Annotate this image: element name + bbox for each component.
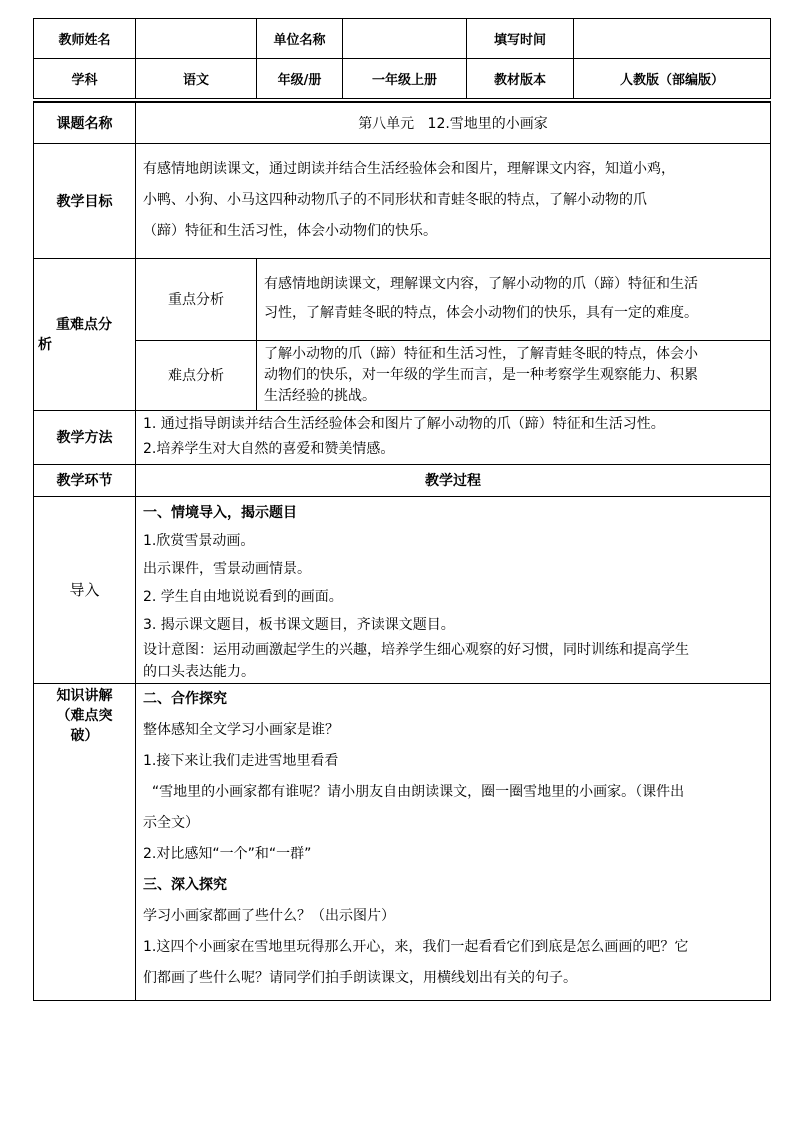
difficult-points-label: 难点分析 <box>136 340 257 410</box>
knowledge-line: 们都画了些什么呢？请同学们拍手朗读课文，用横线划出有关的句子。 <box>143 969 577 986</box>
knowledge-heading-cooperative: 二、合作探究 <box>143 690 227 707</box>
fill-date-field <box>574 19 771 59</box>
knowledge-heading-deep: 三、深入探究 <box>143 876 227 893</box>
teacher-name-label: 教师姓名 <box>34 19 136 59</box>
key-points-text <box>257 258 771 340</box>
analysis-label-line: 析 <box>38 337 52 353</box>
intro-design-line: 的口头表达能力。 <box>143 663 255 680</box>
teacher-name-field <box>136 19 257 59</box>
knowledge-line: 1.接下来让我们走进雪地里看看 <box>143 752 339 769</box>
methods-text <box>136 410 771 464</box>
goals-line: 有感情地朗读课文，通过朗读并结合生活经验体会和图片，理解课文内容，知道小鸡， <box>143 161 675 177</box>
knowledge-line: 整体感知全文学习小画家是谁？ <box>143 721 339 738</box>
difficult-points-line: 了解小动物的爪（蹄）特征和生活习性，了解青蛙冬眠的特点，体会小 <box>264 345 698 362</box>
key-points-line: 有感情地朗读课文，理解课文内容，了解小动物的爪（蹄）特征和生活 <box>264 276 698 292</box>
goals-line: （蹄）特征和生活习性，体会小动物们的快乐。 <box>143 223 437 239</box>
difficult-points-line: 生活经验的挑战。 <box>264 387 376 404</box>
methods-line: 2.培养学生对大自然的喜爱和赞美情感。 <box>143 441 395 457</box>
info-table <box>33 18 771 99</box>
stage-header: 教学环节 <box>34 464 136 496</box>
goals-line: 小鸭、小狗、小马这四种动物爪子的不同形状和青蛙冬眠的特点，了解小动物的爪 <box>143 192 647 208</box>
process-header: 教学过程 <box>136 464 771 496</box>
knowledge-label-line: 知识讲解 <box>56 687 113 704</box>
fill-date-label: 填写时间 <box>467 19 574 59</box>
intro-line: 1.欣赏雪景动画。 <box>143 532 255 549</box>
analysis-label <box>34 258 136 410</box>
subject-value: 语文 <box>136 59 257 99</box>
lesson-table <box>33 101 771 1001</box>
analysis-label-line: 重难点分 <box>56 317 112 333</box>
knowledge-line: 示全文） <box>143 814 199 831</box>
unit-name-field <box>343 19 467 59</box>
methods-label: 教学方法 <box>34 410 136 464</box>
intro-design-line: 设计意图：运用动画激起学生的兴趣，培养学生细心观察的好习惯，同时训练和提高学生 <box>143 641 689 658</box>
grade-label: 年级/册 <box>257 59 343 99</box>
unit-name-label: 单位名称 <box>257 19 343 59</box>
intro-line: 2. 学生自由地说说看到的画面。 <box>143 588 343 605</box>
goals-text <box>136 143 771 258</box>
intro-stage-label: 导入 <box>34 496 136 683</box>
grade-value: 一年级上册 <box>343 59 467 99</box>
knowledge-label-line: 破） <box>70 727 99 744</box>
key-points-line: 习性，了解青蛙冬眠的特点，体会小动物们的快乐，具有一定的难度。 <box>264 305 698 321</box>
knowledge-line: “雪地里的小画家都有谁呢？请小朋友自由朗读课文，圈一圈雪地里的小画家。（课件出 <box>143 783 685 800</box>
subject-label: 学科 <box>34 59 136 99</box>
lesson-title-label: 课题名称 <box>34 102 136 143</box>
difficult-points-line: 动物们的快乐，对一年级的学生而言，是一种考察学生观察能力、积累 <box>264 366 698 383</box>
knowledge-content <box>136 683 771 1000</box>
edition-value: 人教版（部编版） <box>574 59 771 99</box>
goals-label: 教学目标 <box>34 143 136 258</box>
intro-line: 出示课件，雪景动画情景。 <box>143 560 311 577</box>
methods-line: 1. 通过指导朗读并结合生活经验体会和图片了解小动物的爪（蹄）特征和生活习性。 <box>143 416 665 432</box>
knowledge-stage-label <box>34 683 136 1000</box>
intro-content <box>136 496 771 683</box>
intro-heading: 一、情境导入，揭示题目 <box>143 504 297 521</box>
lesson-title-value: 第八单元 12.雪地里的小画家 <box>136 102 771 143</box>
edition-label: 教材版本 <box>467 59 574 99</box>
key-points-label: 重点分析 <box>136 258 257 340</box>
intro-line: 3. 揭示课文题目，板书课文题目，齐读课文题目。 <box>143 616 455 633</box>
knowledge-line: 1.这四个小画家在雪地里玩得那么开心，来，我们一起看看它们到底是怎么画画的吧？它 <box>143 938 689 955</box>
knowledge-label-line: （难点突 <box>56 707 113 724</box>
difficult-points-text <box>257 340 771 410</box>
knowledge-line: 学习小画家都画了些什么？（出示图片） <box>143 907 395 924</box>
knowledge-line: 2.对比感知“一个”和“一群” <box>143 845 312 862</box>
